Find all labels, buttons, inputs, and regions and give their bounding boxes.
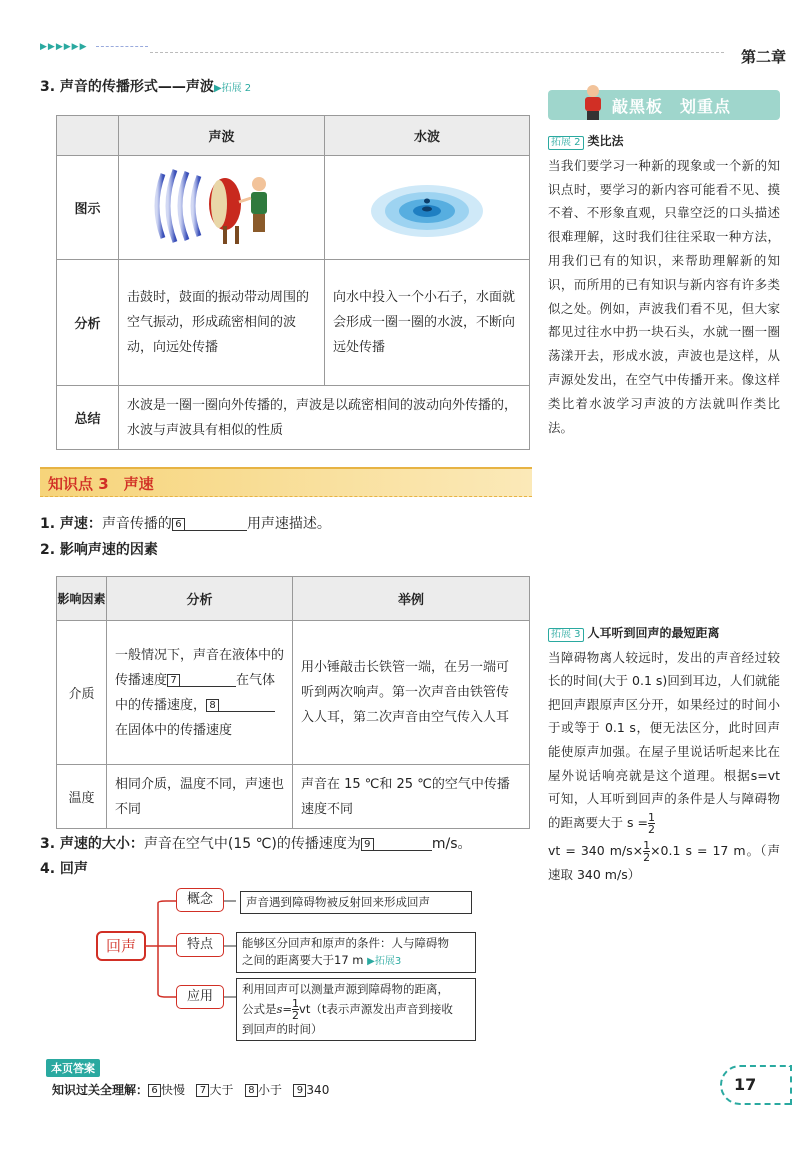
answer-value: 小于 — [257, 1083, 282, 1097]
teacher-icon — [578, 84, 608, 120]
analysis-sound: 击鼓时，鼓面的振动带动周围的空气振动，形成疏密相间的波动，向远处传播 — [119, 260, 325, 386]
blank-number: 6 — [172, 518, 185, 531]
extension-3-text — [548, 646, 780, 835]
header-arrows: ▶▶▶▶▶▶ — [40, 42, 88, 52]
page-number: 17 — [720, 1065, 792, 1105]
item-label: 3. 声速的大小： — [40, 836, 144, 852]
detail-line: 利用回声可以测量声源到障碍物的距离， — [242, 982, 449, 996]
sidebar-header — [548, 90, 780, 120]
calc-part-b: ×0.1 s = 17 m。（声速取 340 m/s） — [548, 842, 780, 882]
temperature-analysis: 相同介质，温度不同，声速也不同 — [107, 765, 293, 829]
medium-analysis-3: 在固体中的传播速度 — [115, 722, 233, 738]
summary-text: 水波是一圈一圈向外传播的，声波是以疏密相间的波动向外传播的，水波与声波具有相似的性质 — [119, 386, 530, 450]
extension-2-tag: 拓展 2 — [548, 136, 584, 150]
item-text: 声音传播的 — [101, 516, 172, 532]
chapter-title: 第二章 — [740, 48, 786, 66]
mindmap-detail-concept: 声音遇到障碍物被反射回来形成回声 — [240, 891, 472, 914]
water-ripple-icon — [367, 171, 487, 241]
item-unit: m/s。 — [431, 836, 472, 852]
drum-sound-wave-icon — [147, 166, 297, 246]
formula-line — [242, 998, 470, 1021]
answer-value: 快慢 — [161, 1083, 186, 1097]
item-factors: 2. 影响声速的因素 — [40, 542, 158, 558]
mindmap-branch-feature: 特点 — [176, 933, 224, 957]
extension-3-tag: 拓展 3 — [548, 628, 584, 642]
extension-2 — [548, 129, 780, 439]
fraction-num: 1 — [643, 838, 651, 852]
fraction-den: 2 — [647, 822, 655, 836]
answer-number: 7 — [196, 1084, 209, 1097]
detail-text: 之间的距离要大于17 m — [242, 953, 364, 967]
row-label-picture: 图示 — [57, 156, 119, 260]
fraction-den: 2 — [643, 850, 651, 864]
blank-number-8: 8 — [206, 699, 219, 712]
factor-medium: 介质 — [57, 621, 107, 765]
section-heading — [40, 76, 251, 96]
medium-example: 用小锤敲击长铁管一端，在另一端可听到两次响声。第一次声音由铁管传入人耳，第二次声音由空气传入人耳 — [293, 621, 530, 765]
mindmap-root: 回声 — [96, 931, 146, 961]
ripple-illustration — [325, 156, 530, 260]
fill-blank-7[interactable] — [180, 673, 236, 687]
detail-line: 能够区分回声和原声的条件：人与障碍物 — [242, 936, 449, 950]
extension-3-title: 人耳听到回声的最短距离 — [587, 626, 720, 640]
extension-3-body: 当障碍物离人较远时，发出的声音经过较长的时间(大于 0.1 s)回到耳边，人们就能把回声跟原声区分开，如果经过的时间小于或等于 0.1 s，便无法区分，此时回声能使原声加强。在屋子里说话听起来比在屋外说话响亮就是这个道理。根据s=vt 可知，人耳听到回声的条件是人与障碍物的距离要大于 s = — [548, 649, 780, 830]
extension-3-calc — [548, 839, 780, 887]
mindmap-detail-application — [236, 978, 476, 1041]
medium-analysis-2: 在气体中的传播速度， — [115, 672, 276, 713]
mindmap-branch-application: 应用 — [176, 985, 224, 1009]
extension-2-title: 类比法 — [587, 134, 624, 148]
wave-comparison-table — [56, 115, 530, 450]
extension-3 — [548, 621, 780, 886]
fill-blank-8[interactable] — [219, 698, 275, 712]
extension-tag[interactable]: ▶拓展 2 — [213, 83, 252, 94]
item-echo: 4. 回声 — [40, 861, 88, 877]
section-title: 3. 声音的传播形式——声波 — [40, 79, 214, 95]
mindmap-detail-feature — [236, 932, 476, 973]
extension-3-heading — [548, 621, 780, 646]
item-speed-value — [40, 833, 472, 853]
header-line-2 — [150, 52, 724, 53]
answer-label: 知识过关全理解： — [52, 1083, 149, 1097]
item-label: 1. 声速： — [40, 516, 102, 532]
answer-number: 8 — [245, 1084, 258, 1097]
item-text: 声音在空气中(15 ℃)的传播速度为 — [143, 836, 361, 852]
fraction-den: 2 — [292, 1009, 300, 1022]
header-factor-text: 影响因素 — [57, 591, 106, 606]
extension-tag[interactable]: ▶拓展3 — [367, 956, 402, 967]
fraction-num: 1 — [292, 997, 300, 1010]
fill-blank[interactable] — [185, 517, 247, 531]
item-text-end: 用声速描述。 — [246, 516, 331, 532]
blank-number-7: 7 — [167, 674, 180, 687]
header-factor — [57, 577, 107, 621]
fill-blank[interactable] — [374, 837, 432, 851]
analysis-water: 向水中投入一个小石子，水面就会形成一圈一圈的水波，不断向远处传播 — [325, 260, 530, 386]
drum-illustration — [119, 156, 325, 260]
answer-value: 大于 — [209, 1083, 234, 1097]
formula-pre: 公式是 — [242, 1002, 277, 1016]
temperature-example: 声音在 15 ℃和 25 ℃的空气中传播速度不同 — [293, 765, 530, 829]
answer-number: 9 — [293, 1084, 306, 1097]
factor-temperature: 温度 — [57, 765, 107, 829]
header-example: 举例 — [293, 577, 530, 621]
answer-number: 6 — [148, 1084, 161, 1097]
blank-number: 9 — [361, 838, 374, 851]
extension-3-fraction — [648, 812, 655, 835]
formula-fraction — [292, 998, 299, 1021]
mindmap-branch-concept: 概念 — [176, 888, 224, 912]
extension-2-heading — [548, 129, 780, 154]
detail-line — [242, 952, 470, 970]
header-analysis: 分析 — [107, 577, 293, 621]
medium-analysis — [107, 621, 293, 765]
answer-value: 340 — [306, 1083, 330, 1097]
header-sound: 声波 — [119, 116, 325, 156]
formula-s: s= — [276, 1002, 293, 1016]
item-sound-speed — [40, 513, 331, 533]
answer-tag: 本页答案 — [46, 1059, 100, 1077]
header-line — [96, 46, 148, 47]
detail-line: 到回声的时间） — [242, 1022, 323, 1036]
row-label-summary: 总结 — [57, 386, 119, 450]
sidebar-title: 敲黑板 划重点 — [612, 97, 732, 116]
knowledge-point-title: 知识点 3 声速 — [48, 475, 154, 493]
calc-part-a: vt = 340 m/s× — [548, 842, 644, 858]
answer-line — [52, 1081, 329, 1098]
speed-factors-table — [56, 576, 530, 829]
medium-analysis-1: 一般情况下，声音在液体中的传播速度 — [115, 647, 285, 688]
header-water: 水波 — [325, 116, 530, 156]
row-label-analysis: 分析 — [57, 260, 119, 386]
extension-2-text: 当我们要学习一种新的现象或一个新的知识点时，要学习的新内容可能看不见、摸不着、不形象直观，只靠空泛的口头描述很难理解，这时我们往往采取一种方法，用我们已有的知识，来帮助理解新的知识，而所用的已有知识与新内容有许多类似之处。例如，声波我们看不见，但大家都见过往水中扔一块石头，水就一圈一圈荡漾开去，形成水波，声波也是这样，从声源处发出，在空气中传播开来。像这样类比着水波学习声波的方法就叫作类比法。 — [548, 157, 780, 435]
knowledge-point-banner — [40, 467, 532, 497]
fraction-num: 1 — [647, 810, 655, 824]
table-corner — [57, 116, 119, 156]
formula-post: vt（t表示声源发出声音到接收 — [299, 1002, 453, 1016]
